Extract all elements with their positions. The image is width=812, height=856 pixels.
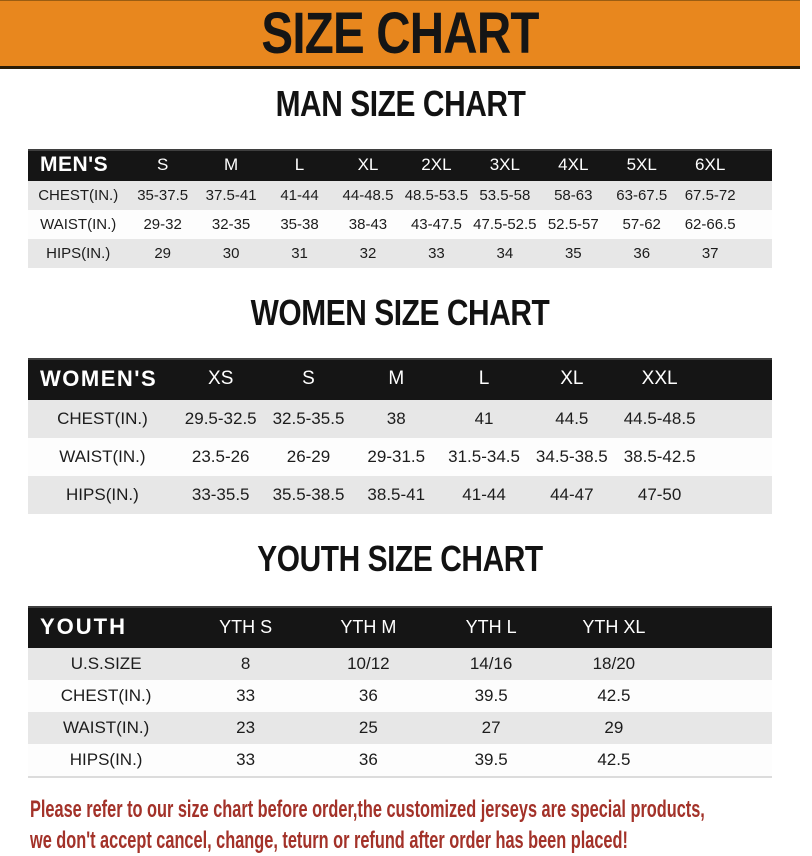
youth-value-cell: 18/20 bbox=[552, 648, 675, 680]
disclaimer-line-1: Please refer to our size chart before order,the customized jerseys are special products, bbox=[30, 796, 705, 823]
men-table-title-cell: MEN'S bbox=[28, 149, 128, 181]
men-column-header-cell: S bbox=[128, 149, 196, 181]
spacer-cell bbox=[675, 680, 772, 712]
men-column-header-cell: 6XL bbox=[676, 149, 744, 181]
women-row-label-cell: HIPS(IN.) bbox=[28, 476, 177, 514]
women-size-table-grid bbox=[28, 358, 772, 514]
women-value-cell: 26-29 bbox=[265, 438, 353, 476]
women-row-label-cell: CHEST(IN.) bbox=[28, 400, 177, 438]
women-measurement-row bbox=[28, 476, 772, 514]
spacer-cell bbox=[704, 476, 773, 514]
youth-value-cell: 29 bbox=[552, 712, 675, 744]
men-size-table bbox=[0, 149, 800, 268]
women-value-cell: 38 bbox=[352, 400, 440, 438]
women-value-cell: 31.5-34.5 bbox=[440, 438, 528, 476]
spacer-cell bbox=[704, 400, 773, 438]
men-value-cell: 67.5-72 bbox=[676, 181, 744, 210]
men-column-header-cell: 4XL bbox=[539, 149, 607, 181]
men-row-label-cell: HIPS(IN.) bbox=[28, 239, 128, 268]
men-value-cell: 30 bbox=[197, 239, 265, 268]
men-value-cell: 63-67.5 bbox=[608, 181, 676, 210]
section-women-size-chart bbox=[0, 294, 800, 514]
women-value-cell: 29.5-32.5 bbox=[177, 400, 265, 438]
youth-measurement-row bbox=[28, 648, 772, 680]
men-value-cell: 29-32 bbox=[128, 210, 196, 239]
men-measurement-row bbox=[28, 210, 772, 239]
women-value-cell: 35.5-38.5 bbox=[265, 476, 353, 514]
women-value-cell: 41-44 bbox=[440, 476, 528, 514]
spacer-cell bbox=[704, 438, 773, 476]
men-value-cell: 62-66.5 bbox=[676, 210, 744, 239]
youth-header-row bbox=[28, 606, 772, 648]
men-value-cell: 37.5-41 bbox=[197, 181, 265, 210]
youth-column-header-cell: YTH M bbox=[307, 606, 430, 648]
men-value-cell: 47.5-52.5 bbox=[471, 210, 539, 239]
youth-value-cell: 42.5 bbox=[552, 680, 675, 712]
youth-value-cell: 39.5 bbox=[430, 744, 553, 777]
banner-title: SIZE CHART bbox=[261, 0, 539, 66]
spacer-cell bbox=[744, 210, 772, 239]
disclaimer-line-2: we don't accept cancel, change, teturn or refund after order has been placed! bbox=[30, 827, 628, 854]
women-value-cell: 41 bbox=[440, 400, 528, 438]
women-value-cell: 47-50 bbox=[616, 476, 704, 514]
men-measurement-row bbox=[28, 181, 772, 210]
spacer-cell bbox=[675, 744, 772, 777]
men-value-cell: 38-43 bbox=[334, 210, 402, 239]
men-value-cell: 41-44 bbox=[265, 181, 333, 210]
youth-value-cell: 36 bbox=[307, 680, 430, 712]
men-value-cell: 35-37.5 bbox=[128, 181, 196, 210]
men-value-cell: 52.5-57 bbox=[539, 210, 607, 239]
spacer-cell bbox=[744, 181, 772, 210]
men-value-cell: 35 bbox=[539, 239, 607, 268]
women-value-cell: 23.5-26 bbox=[177, 438, 265, 476]
men-section-heading-text: MAN SIZE CHART bbox=[275, 83, 525, 124]
women-value-cell: 33-35.5 bbox=[177, 476, 265, 514]
men-row-label-cell: CHEST(IN.) bbox=[28, 181, 128, 210]
men-value-cell: 29 bbox=[128, 239, 196, 268]
women-value-cell: 34.5-38.5 bbox=[528, 438, 616, 476]
men-value-cell: 36 bbox=[608, 239, 676, 268]
women-column-header-cell: L bbox=[440, 358, 528, 400]
youth-table-title-cell: YOUTH bbox=[28, 606, 184, 648]
men-column-header-cell: XL bbox=[334, 149, 402, 181]
section-youth-size-chart bbox=[0, 540, 800, 778]
men-section-heading bbox=[0, 85, 800, 135]
men-column-header-cell: 2XL bbox=[402, 149, 470, 181]
youth-value-cell: 33 bbox=[184, 744, 307, 777]
spacer-cell bbox=[675, 648, 772, 680]
spacer-cell bbox=[744, 149, 772, 181]
youth-measurement-row bbox=[28, 744, 772, 777]
men-value-cell: 57-62 bbox=[608, 210, 676, 239]
men-value-cell: 53.5-58 bbox=[471, 181, 539, 210]
men-value-cell: 43-47.5 bbox=[402, 210, 470, 239]
youth-size-table-grid bbox=[28, 606, 772, 778]
spacer-cell bbox=[675, 606, 772, 648]
women-table-title-cell: WOMEN'S bbox=[28, 358, 177, 400]
women-value-cell: 29-31.5 bbox=[352, 438, 440, 476]
women-column-header-cell: XXL bbox=[616, 358, 704, 400]
youth-column-header-cell: YTH S bbox=[184, 606, 307, 648]
youth-row-label-cell: HIPS(IN.) bbox=[28, 744, 184, 777]
youth-value-cell: 33 bbox=[184, 680, 307, 712]
youth-row-label-cell: CHEST(IN.) bbox=[28, 680, 184, 712]
youth-value-cell: 8 bbox=[184, 648, 307, 680]
youth-value-cell: 25 bbox=[307, 712, 430, 744]
youth-section-heading-text: YOUTH SIZE CHART bbox=[257, 538, 543, 579]
men-row-label-cell: WAIST(IN.) bbox=[28, 210, 128, 239]
women-section-heading bbox=[0, 294, 800, 344]
youth-value-cell: 10/12 bbox=[307, 648, 430, 680]
men-value-cell: 48.5-53.5 bbox=[402, 181, 470, 210]
youth-value-cell: 27 bbox=[430, 712, 553, 744]
disclaimer-text-block bbox=[30, 794, 812, 856]
women-header-row bbox=[28, 358, 772, 400]
youth-size-table bbox=[0, 606, 800, 778]
men-value-cell: 37 bbox=[676, 239, 744, 268]
women-column-header-cell: XL bbox=[528, 358, 616, 400]
youth-column-header-cell: YTH L bbox=[430, 606, 553, 648]
men-value-cell: 32-35 bbox=[197, 210, 265, 239]
banner bbox=[0, 0, 800, 69]
women-value-cell: 38.5-42.5 bbox=[616, 438, 704, 476]
men-header-row bbox=[28, 149, 772, 181]
men-column-header-cell: 3XL bbox=[471, 149, 539, 181]
women-column-header-cell: S bbox=[265, 358, 353, 400]
women-column-header-cell: XS bbox=[177, 358, 265, 400]
youth-row-label-cell: U.S.SIZE bbox=[28, 648, 184, 680]
spacer-cell bbox=[704, 358, 773, 400]
men-value-cell: 35-38 bbox=[265, 210, 333, 239]
men-measurement-row bbox=[28, 239, 772, 268]
men-value-cell: 31 bbox=[265, 239, 333, 268]
women-value-cell: 32.5-35.5 bbox=[265, 400, 353, 438]
men-value-cell: 33 bbox=[402, 239, 470, 268]
women-size-table bbox=[0, 358, 800, 514]
youth-row-label-cell: WAIST(IN.) bbox=[28, 712, 184, 744]
men-size-table-grid bbox=[28, 149, 772, 268]
youth-section-heading bbox=[0, 540, 800, 590]
women-column-header-cell: M bbox=[352, 358, 440, 400]
women-value-cell: 44.5-48.5 bbox=[616, 400, 704, 438]
men-column-header-cell: L bbox=[265, 149, 333, 181]
youth-measurement-row bbox=[28, 712, 772, 744]
section-men-size-chart bbox=[0, 85, 800, 268]
women-value-cell: 44.5 bbox=[528, 400, 616, 438]
women-row-label-cell: WAIST(IN.) bbox=[28, 438, 177, 476]
women-measurement-row bbox=[28, 400, 772, 438]
women-value-cell: 44-47 bbox=[528, 476, 616, 514]
youth-value-cell: 42.5 bbox=[552, 744, 675, 777]
men-value-cell: 58-63 bbox=[539, 181, 607, 210]
youth-measurement-row bbox=[28, 680, 772, 712]
youth-column-header-cell: YTH XL bbox=[552, 606, 675, 648]
disclaimer-note bbox=[0, 794, 800, 856]
youth-value-cell: 14/16 bbox=[430, 648, 553, 680]
women-value-cell: 38.5-41 bbox=[352, 476, 440, 514]
women-measurement-row bbox=[28, 438, 772, 476]
men-value-cell: 34 bbox=[471, 239, 539, 268]
spacer-cell bbox=[675, 712, 772, 744]
men-column-header-cell: 5XL bbox=[608, 149, 676, 181]
men-value-cell: 44-48.5 bbox=[334, 181, 402, 210]
spacer-cell bbox=[744, 239, 772, 268]
men-value-cell: 32 bbox=[334, 239, 402, 268]
youth-value-cell: 39.5 bbox=[430, 680, 553, 712]
youth-value-cell: 36 bbox=[307, 744, 430, 777]
women-section-heading-text: WOMEN SIZE CHART bbox=[250, 292, 550, 333]
youth-value-cell: 23 bbox=[184, 712, 307, 744]
men-column-header-cell: M bbox=[197, 149, 265, 181]
